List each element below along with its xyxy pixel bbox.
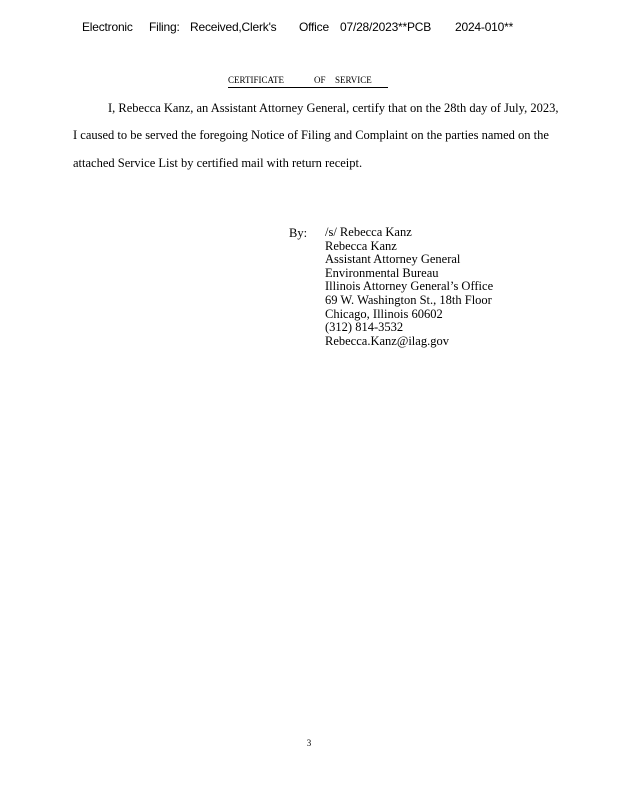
certificate-title	[228, 73, 388, 88]
header-electronic: Electronic	[82, 20, 133, 34]
signature-line-title: Assistant Attorney General	[325, 252, 461, 267]
page-number: 3	[306, 738, 312, 748]
header-received-clerks: Received,Clerk's	[190, 20, 277, 34]
filing-stamp-header	[0, 20, 618, 38]
title-word-service: SERVICE	[335, 75, 372, 85]
signature-line-name: Rebecca Kanz	[325, 238, 397, 253]
title-word-certificate: CERTIFICATE	[228, 75, 284, 85]
body-line-2: I caused to be served the foregoing Notice of Filing and Complaint on the parties named on the	[73, 128, 549, 142]
signature-line-office: Illinois Attorney General’s Office	[325, 279, 494, 294]
signature-lines	[325, 226, 493, 348]
signature-line-slash-s: /s/ Rebecca Kanz	[325, 225, 412, 239]
signature-by-label: By:	[289, 226, 308, 240]
header-filing: Filing:	[149, 20, 180, 34]
signature-line-email: Rebecca.Kanz@ilag.gov	[325, 333, 449, 348]
signature-line-city: Chicago, Illinois 60602	[325, 306, 443, 321]
title-word-of: OF	[314, 75, 326, 85]
body-line-3: attached Service List by certified mail with return receipt.	[73, 156, 363, 170]
header-date-pcb: 07/28/2023**PCB	[340, 20, 432, 34]
header-office: Office	[299, 20, 329, 34]
signature-line-bureau: Environmental Bureau	[325, 265, 439, 280]
signature-line-street: 69 W. Washington St., 18th Floor	[325, 292, 492, 307]
header-case-number: 2024-010**	[455, 20, 514, 34]
body-line-1: I, Rebecca Kanz, an Assistant Attorney General, certify that on the 28th day of July, 2023,	[108, 101, 559, 115]
signature-line-phone: (312) 814-3532	[325, 320, 404, 335]
